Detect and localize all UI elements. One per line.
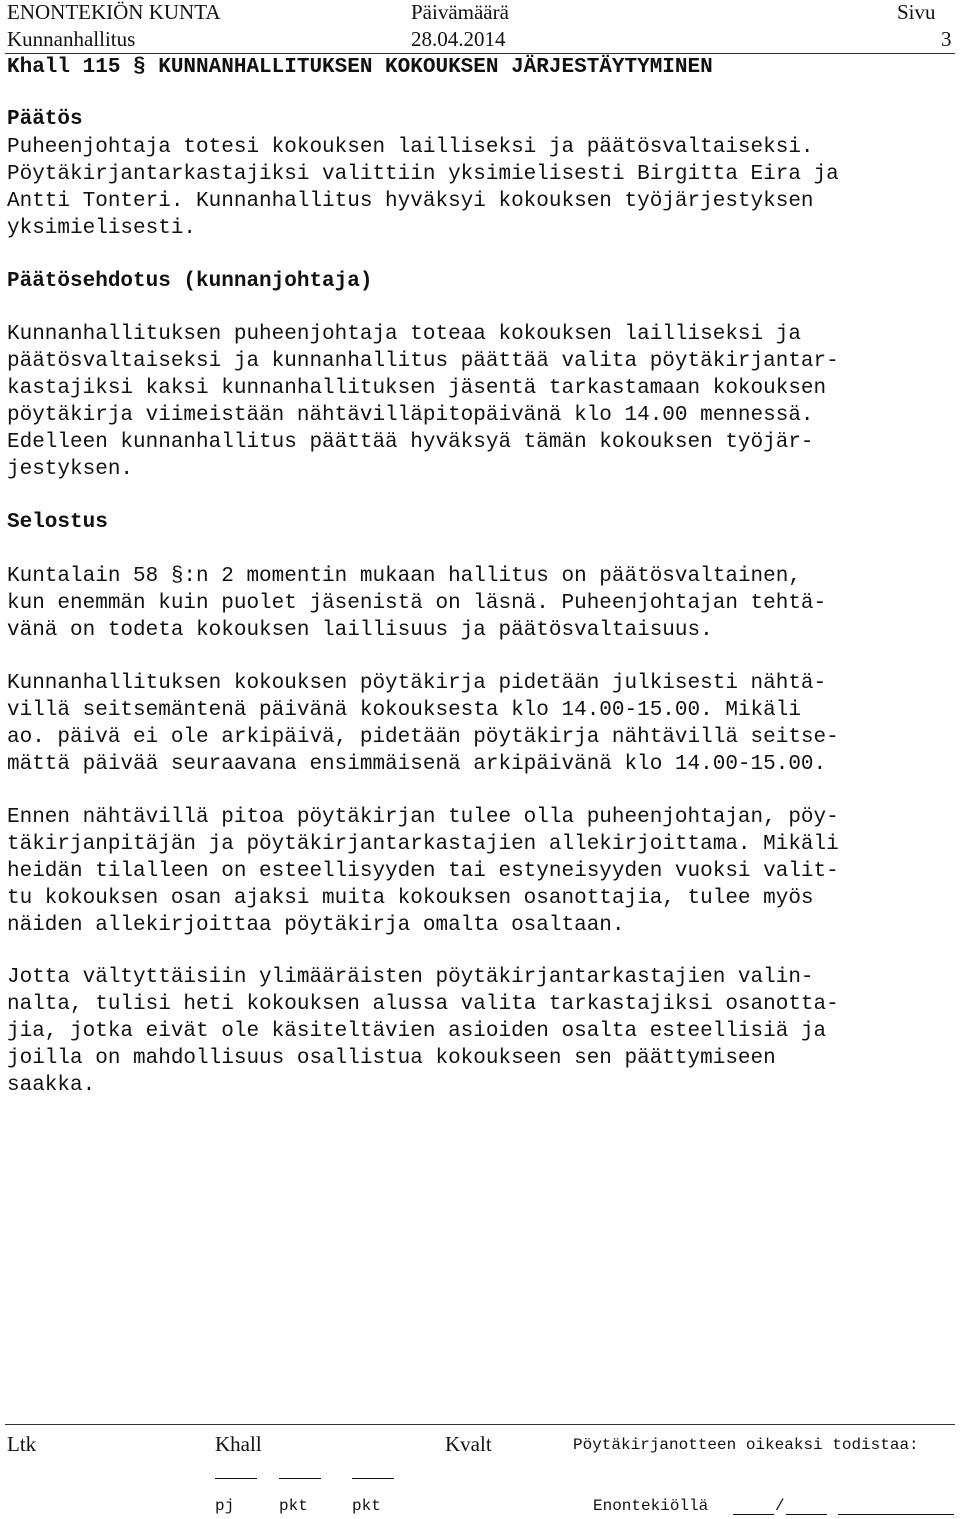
certification-label: Pöytäkirjanotteen oikeaksi todistaa: [573,1436,919,1454]
pj-label: pj [215,1497,235,1515]
pkt1-signature-line [279,1478,321,1479]
text-line: Puheenjohtaja totesi kokouksen lailliseksi ja päätösvaltaiseksi. [7,136,814,159]
footer-rule [5,1424,955,1425]
pkt2-label: pkt [352,1497,381,1515]
text-line: Ennen nähtävillä pitoa pöytäkirjan tulee olla puheenjohtajan, pöy- [7,806,839,829]
footer-khall: Khall [215,1432,262,1456]
meeting-date: 28.04.2014 [411,27,506,51]
text-line: päätösvaltaiseksi ja kunnanhallitus päättää valita pöytäkirjantar- [7,350,839,373]
text-line: näiden allekirjoittaa pöytäkirja omalta osaltaan. [7,914,625,937]
proposal-text [7,321,955,483]
text-line: Pöytäkirjantarkastajiksi valittiin yksimielisesti Birgitta Eira ja [7,163,839,186]
text-line: Antti Tonteri. Kunnanhallitus hyväksyi kokouksen työjärjestyksen [7,190,814,213]
text-line: pöytäkirja viimeistään nähtävilläpitopäivänä klo 14.00 mennessä. [7,404,814,427]
footer-ltk: Ltk [7,1432,37,1456]
footer-kvalt: Kvalt [445,1432,492,1456]
proposal-heading: Päätösehdotus (kunnanjohtaja) [7,270,373,293]
text-line: joilla on mahdollisuus osallistua kokoukseen sen päättymiseen [7,1047,776,1070]
day-blank [733,1514,774,1515]
year-blank [838,1514,954,1515]
text-line: Edelleen kunnanhallitus päättää hyväksyä tämän kokouksen työjär- [7,431,814,454]
municipality-name: ENONTEKIÖN KUNTA [7,0,221,24]
text-line: yksimielisesti. [7,217,197,240]
page-label: Sivu [897,0,936,24]
page-number: 3 [941,27,952,51]
text-line: kun enemmän kuin puolet jäsenistä on läsnä. Puheenjohtajan tehtä- [7,592,827,615]
text-line: jestyksen. [7,458,134,481]
pkt2-signature-line [352,1478,394,1479]
location-label: Enontekiöllä [593,1497,709,1515]
text-line: Jotta vältyttäisiin ylimääräisten pöytäkirjantarkastajien valin- [7,966,814,989]
pj-signature-line [215,1478,257,1479]
text-line: saakka. [7,1074,96,1097]
text-line: Kuntalain 58 §:n 2 momentin mukaan hallitus on päätösvaltainen, [7,565,801,588]
date-label: Päivämäärä [411,0,509,24]
statement-paragraph [7,804,955,939]
text-line: tu kokouksen osan ajaksi muita kokouksen osanottajia, tulee myös [7,887,814,910]
text-line: nalta, tulisi heti kokouksen alussa valita tarkastajiksi osanotta- [7,993,839,1016]
item-title: Khall 115 § KUNNANHALLITUKSEN KOKOUKSEN JÄRJESTÄYTYMINEN [7,56,713,79]
body-name: Kunnanhallitus [7,27,136,51]
text-line: Kunnanhallituksen puheenjohtaja toteaa kokouksen lailliseksi ja [7,323,801,346]
text-line: kastajiksi kaksi kunnanhallituksen jäsentä tarkastamaan kokouksen [7,377,827,400]
statement-paragraph [7,670,955,778]
decision-heading: Päätös [7,108,83,131]
text-line: täkirjanpitäjän ja pöytäkirjantarkastajien allekirjoittama. Mikäli [7,833,839,856]
pkt1-label: pkt [279,1497,308,1515]
statement-paragraph [7,563,955,644]
month-blank [786,1514,827,1515]
text-line: ao. päivä ei ole arkipäivä, pidetään pöytäkirja nähtävillä seitse- [7,726,839,749]
text-line: Kunnanhallituksen kokouksen pöytäkirja pidetään julkisesti nähtä- [7,672,827,695]
text-line: heidän tilalleen on esteellisyyden tai estyneisyyden vuoksi valit- [7,860,839,883]
statement-paragraph [7,964,955,1099]
text-line: vänä on todeta kokouksen laillisuus ja päätösvaltaisuus. [7,619,713,642]
text-line: mättä päivää seuraavana ensimmäisenä arkipäivänä klo 14.00-15.00. [7,753,827,776]
text-line: villä seitsemäntenä päivänä kokouksesta klo 14.00-15.00. Mikäli [7,699,801,722]
statement-heading: Selostus [7,511,108,534]
date-separator: / [775,1497,785,1515]
decision-text [7,134,955,242]
text-line: jia, jotka eivät ole käsiteltävien asioiden osalta esteellisiä ja [7,1020,827,1043]
